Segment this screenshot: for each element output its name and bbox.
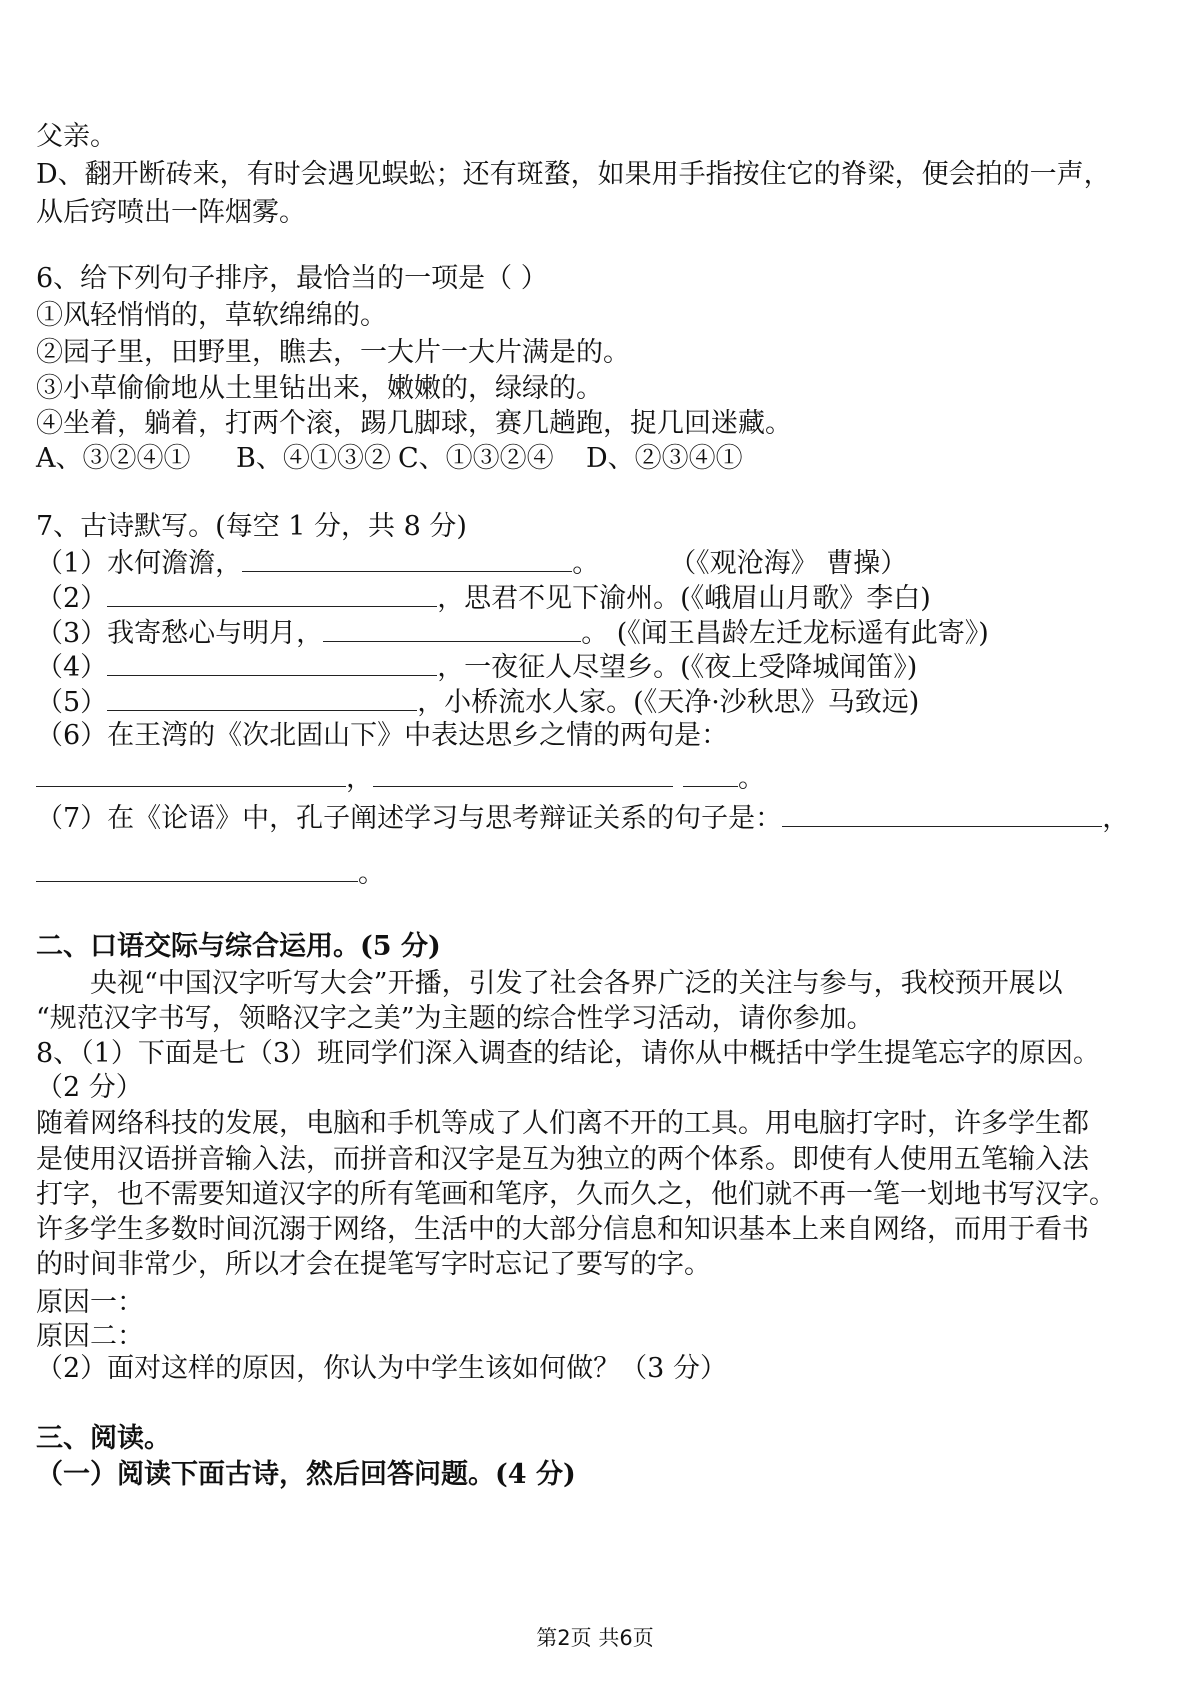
q7-item-1-prefix: （1）水何澹澹， bbox=[36, 548, 243, 579]
q6-options bbox=[36, 442, 743, 476]
q8-passage-line1: 随着网络科技的发展，电脑和手机等成了人们离不开的工具。用电脑打字时，许多学生都 bbox=[36, 1108, 1089, 1139]
q7-blank-5[interactable] bbox=[107, 684, 417, 711]
q7-blank-4[interactable] bbox=[107, 649, 437, 676]
q7-item-7-end: 。 bbox=[358, 858, 385, 889]
section2-intro-line2: “规范汉字书写，领略汉字之美”为主题的综合性学习活动，请你参加。 bbox=[36, 1003, 874, 1034]
section2-title: 二、口语交际与综合运用。(5 分) bbox=[36, 931, 441, 962]
q7-item-4-prefix: （4） bbox=[36, 652, 108, 683]
q7-item-2-suffix: ，思君不见下渝州。(《峨眉山月歌》李白) bbox=[437, 583, 931, 614]
q8-part1: 8、（1）下面是七（3）班同学们深入调查的结论，请你从中概括中学生提笔忘字的原因。 bbox=[36, 1038, 1101, 1069]
q7-item-1-suffix: 。 bbox=[572, 548, 600, 579]
option-d-line2: 从后窍喷出一阵烟雾。 bbox=[36, 197, 306, 228]
q7-blank-3[interactable] bbox=[323, 615, 581, 642]
q6-option-b: B、④①③② bbox=[236, 443, 391, 474]
section2-intro-line1: 央视“中国汉字听写大会”开播，引发了社会各界广泛的关注与参与，我校预开展以 bbox=[90, 968, 1063, 999]
q7-item-5-prefix: （5） bbox=[36, 687, 108, 718]
q8-passage-line3: 打字，也不需要知道汉字的所有笔画和笔序，久而久之，他们就不再一笔一划地书写汉字。 bbox=[36, 1179, 1116, 1210]
q8-part1-score: （2 分） bbox=[36, 1072, 143, 1103]
q7-item-5-suffix: ，小桥流水人家。(《天净·沙秋思》马致远) bbox=[417, 687, 920, 718]
reason-two-label: 原因二： bbox=[36, 1321, 144, 1352]
section3-subtitle: （一）阅读下面古诗，然后回答问题。(4 分) bbox=[36, 1459, 576, 1490]
q7-item-6-comma: ， bbox=[346, 763, 373, 794]
q7-item-3-suffix: 。 (《闻王昌龄左迁龙标遥有此寄》) bbox=[581, 618, 989, 649]
q7-item-6-answer bbox=[36, 760, 765, 796]
continuation-line: 父亲。 bbox=[36, 121, 117, 152]
q7-item-2 bbox=[36, 580, 931, 616]
q7-blank-1[interactable] bbox=[242, 545, 572, 572]
q6-option-d: D、②③④① bbox=[586, 443, 743, 474]
q7-item-7-answer bbox=[36, 855, 385, 891]
q7-item-6-end: 。 bbox=[738, 763, 765, 794]
q7-item-4-suffix: ，一夜征人尽望乡。(《夜上受降城闻笛》) bbox=[437, 652, 918, 683]
q7-item-7-text: （7）在《论语》中，孔子阐述学习与思考辩证关系的句子是： bbox=[36, 803, 783, 834]
q7-item-6: （6）在王湾的《次北固山下》中表达思乡之情的两句是： bbox=[36, 720, 729, 751]
reason-one-label: 原因一： bbox=[36, 1287, 144, 1318]
q7-item-1-source: （《观沧海》 曹操） bbox=[669, 548, 908, 579]
section3-title: 三、阅读。 bbox=[36, 1423, 171, 1454]
q7-item-5 bbox=[36, 684, 919, 720]
q6-option-c: C、①③②④ bbox=[398, 443, 554, 474]
q7-blank-7a[interactable] bbox=[782, 800, 1102, 827]
q6-sentence-2: ②园子里，田野里，瞧去，一大片一大片满是的。 bbox=[36, 337, 630, 368]
q7-item-2-prefix: （2） bbox=[36, 583, 108, 614]
q8-passage-line5: 的时间非常少，所以才会在提笔写字时忘记了要写的字。 bbox=[36, 1249, 711, 1280]
q7-item-1 bbox=[36, 545, 907, 581]
q7-item-7 bbox=[36, 800, 1129, 836]
q7-item-7-comma: ， bbox=[1102, 803, 1130, 834]
q8-part2: （2）面对这样的原因，你认为中学生该如何做？（3 分） bbox=[36, 1353, 727, 1384]
q7-blank-6b[interactable] bbox=[373, 760, 673, 787]
q7-stem: 7、古诗默写。(每空 1 分，共 8 分) bbox=[36, 511, 467, 542]
q7-blank-2[interactable] bbox=[107, 580, 437, 607]
q8-passage-line2: 是使用汉语拼音输入法，而拼音和汉字是互为独立的两个体系。即使有人使用五笔输入法 bbox=[36, 1144, 1089, 1175]
q8-passage-line4: 许多学生多数时间沉溺于网络，生活中的大部分信息和知识基本上来自网络，而用于看书 bbox=[36, 1214, 1089, 1245]
option-d-line1: D、翻开断砖来，有时会遇见蜈蚣；还有斑蝥，如果用手指按住它的脊梁，便会拍的一声， bbox=[36, 159, 1111, 190]
q6-stem: 6、给下列句子排序，最恰当的一项是（ ） bbox=[36, 263, 548, 294]
page-footer: 第2页 共6页 bbox=[536, 1626, 654, 1650]
q7-blank-6a[interactable] bbox=[36, 760, 346, 787]
q6-sentence-4: ④坐着，躺着，打两个滚，踢几脚球，赛几趟跑，捉几回迷藏。 bbox=[36, 408, 792, 439]
q7-item-4 bbox=[36, 649, 917, 685]
q6-sentence-1: ①风轻悄悄的，草软绵绵的。 bbox=[36, 300, 387, 331]
q7-item-3-prefix: （3）我寄愁心与明月， bbox=[36, 618, 324, 649]
q7-blank-7b[interactable] bbox=[36, 855, 358, 882]
q7-item-3 bbox=[36, 615, 989, 651]
q7-blank-6c[interactable] bbox=[683, 760, 738, 787]
q6-option-a: A、③②④① bbox=[36, 443, 191, 474]
q6-sentence-3: ③小草偷偷地从土里钻出来，嫩嫩的，绿绿的。 bbox=[36, 373, 603, 404]
